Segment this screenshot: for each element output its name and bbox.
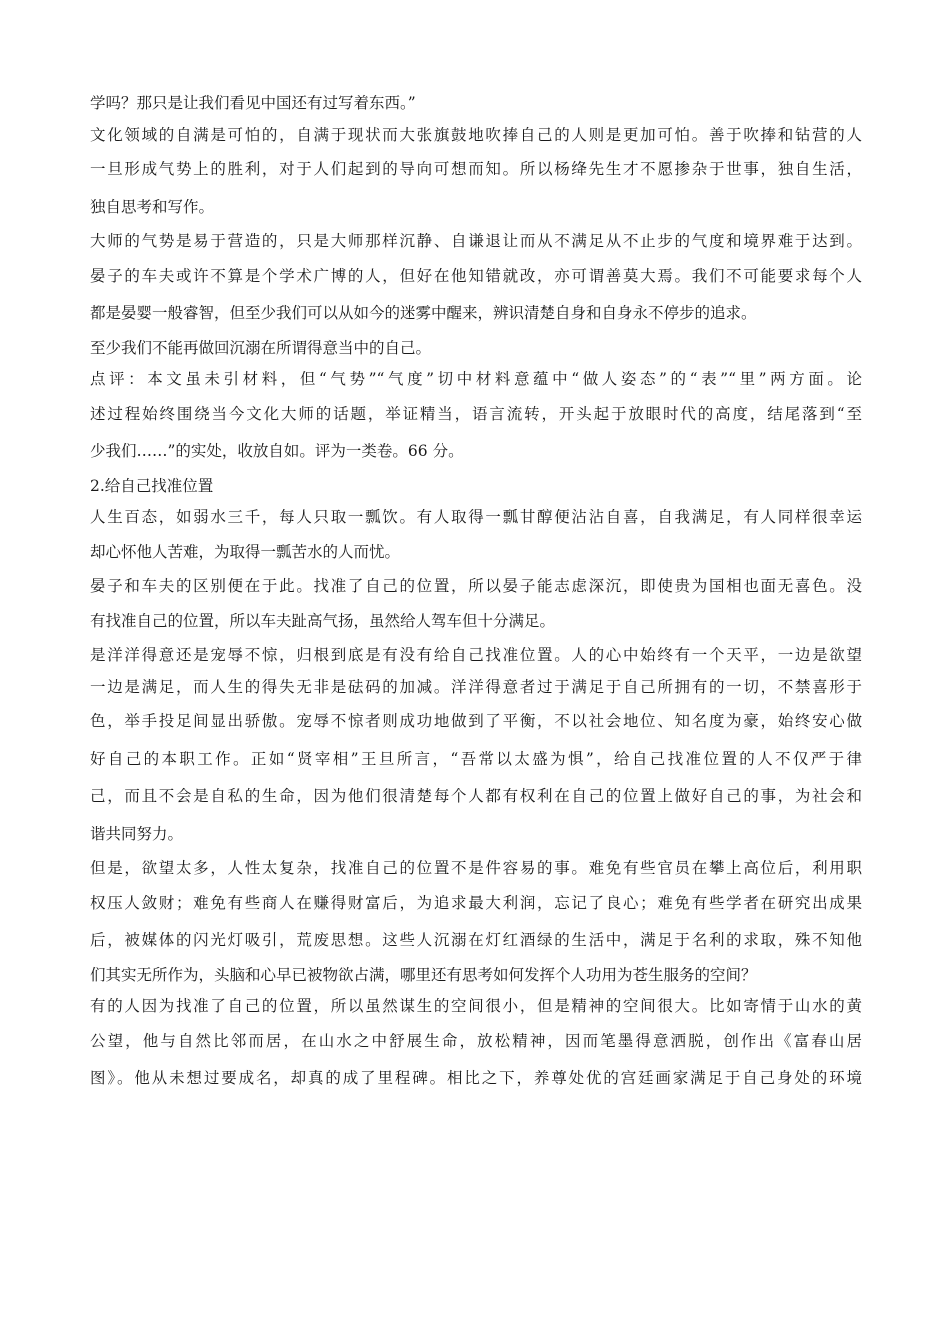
text-line: 至少我们不能再做回沉溺在所谓得意当中的自己。: [90, 338, 432, 357]
text-line: 学吗？那只是让我们看见中国还有过写着东西。”: [90, 94, 416, 112]
text-line: 色，举手投足间显出骄傲。宠辱不惊者则成功地做到了平衡，不以社会地位、知名度为豪，始终安心做: [90, 712, 862, 730]
text-line: 谐共同努力。: [90, 824, 184, 843]
text-line: 人生百态，如弱水三千，每人只取一瓢饮。有人取得一瓢甘醇便沾沾自喜，自我满足，有人同样很幸运: [90, 508, 862, 526]
text-line: 后，被媒体的闪光灯吸引，荒废思想。这些人沉溺在灯红酒绿的生活中，满足于名利的求取，殊不知他: [90, 931, 862, 949]
text-line: 述过程始终围绕当今文化大师的话题，举证精当，语言流转，开头起于放眼时代的高度，结尾落到“至: [90, 404, 862, 423]
text-line: 们其实无所作为，头脑和心早已被物欲占满，哪里还有思考如何发挥个人功用为苍生服务的空间？: [90, 965, 757, 984]
text-line: 一旦形成气势上的胜利，对于人们起到的导向可想而知。所以杨绛先生才不愿掺杂于世事，独自生活，: [90, 160, 862, 178]
text-line: 但是，欲望太多，人性太复杂，找准自己的位置不是件容易的事。难免有些官员在攀上高位后，利用职: [90, 859, 862, 877]
text-line: 晏子的车夫或许不算是个学术广博的人，但好在他知错就改，亦可谓善莫大焉。我们不可能要求每个人: [90, 266, 862, 285]
text-line: 公望，他与自然比邻而居，在山水之中舒展生命，放松精神，因而笔墨得意洒脱，创作出《富春山居: [90, 1031, 862, 1050]
text-line: 都是晏婴一般睿智，但至少我们可以从如今的迷雾中醒来，辨识清楚自身和自身永不停步的追求。: [90, 304, 757, 322]
text-line: 点评：本文虽未引材料，但“气势”“气度”切中材料意蕴中“做人姿态”的“表”“里”两方面。论: [90, 370, 862, 388]
text-line: 图》。他从未想过要成名，却真的成了里程碑。相比之下，养尊处优的宫廷画家满足于自己身处的环境: [90, 1069, 862, 1087]
text-line: 却心怀他人苦难，为取得一瓢苦水的人而忧。: [90, 542, 401, 561]
text-line: 权压人敛财；难免有些商人在赚得财富后，为追求最大利润，忘记了良心；难免有些学者在研究出成果: [90, 893, 862, 912]
text-line: 有的人因为找准了自己的位置，所以虽然谋生的空间很小，但是精神的空间很大。比如寄情于山水的黄: [90, 997, 862, 1015]
text-line: 好自己的本职工作。正如“贤宰相”王旦所言，“吾常以太盛为惧”，给自己找准位置的人不仅严于律: [90, 749, 862, 768]
text-line: 少我们……”的实处，收放自如。评为一类卷。66 分。: [90, 442, 464, 460]
text-line: 晏子和车夫的区别便在于此。找准了自己的位置，所以晏子能志虑深沉，即使贵为国相也面无喜色。没: [90, 577, 862, 595]
text-line: 有找准自己的位置，所以车夫趾高气扬，虽然给人驾车但十分满足。: [90, 611, 556, 630]
text-line: 文化领域的自满是可怕的，自满于现状而大张旗鼓地吹捧自己的人则是更加可怕。善于吹捧和钻营的人: [90, 125, 862, 144]
document-page: [90, 88, 862, 1098]
text-line: 一边是满足，而人生的得失无非是砝码的加减。洋洋得意者过于满足于自己所拥有的一切，不禁喜形于: [90, 677, 862, 696]
text-line: 大师的气势是易于营造的，只是大师那样沉静、自谦退让而从不满足从不止步的气度和境界难于达到。: [90, 232, 862, 250]
text-line: 独自思考和写作。: [90, 197, 215, 216]
text-line: 是洋洋得意还是宠辱不惊，归根到底是有没有给自己找准位置。人的心中始终有一个天平，一边是欲望: [90, 646, 862, 664]
section-heading: 2.给自己找准位置: [90, 476, 214, 495]
text-line: 己，而且不会是自私的生命，因为他们很清楚每个人都有权利在自己的位置上做好自己的事，为社会和: [90, 787, 862, 805]
